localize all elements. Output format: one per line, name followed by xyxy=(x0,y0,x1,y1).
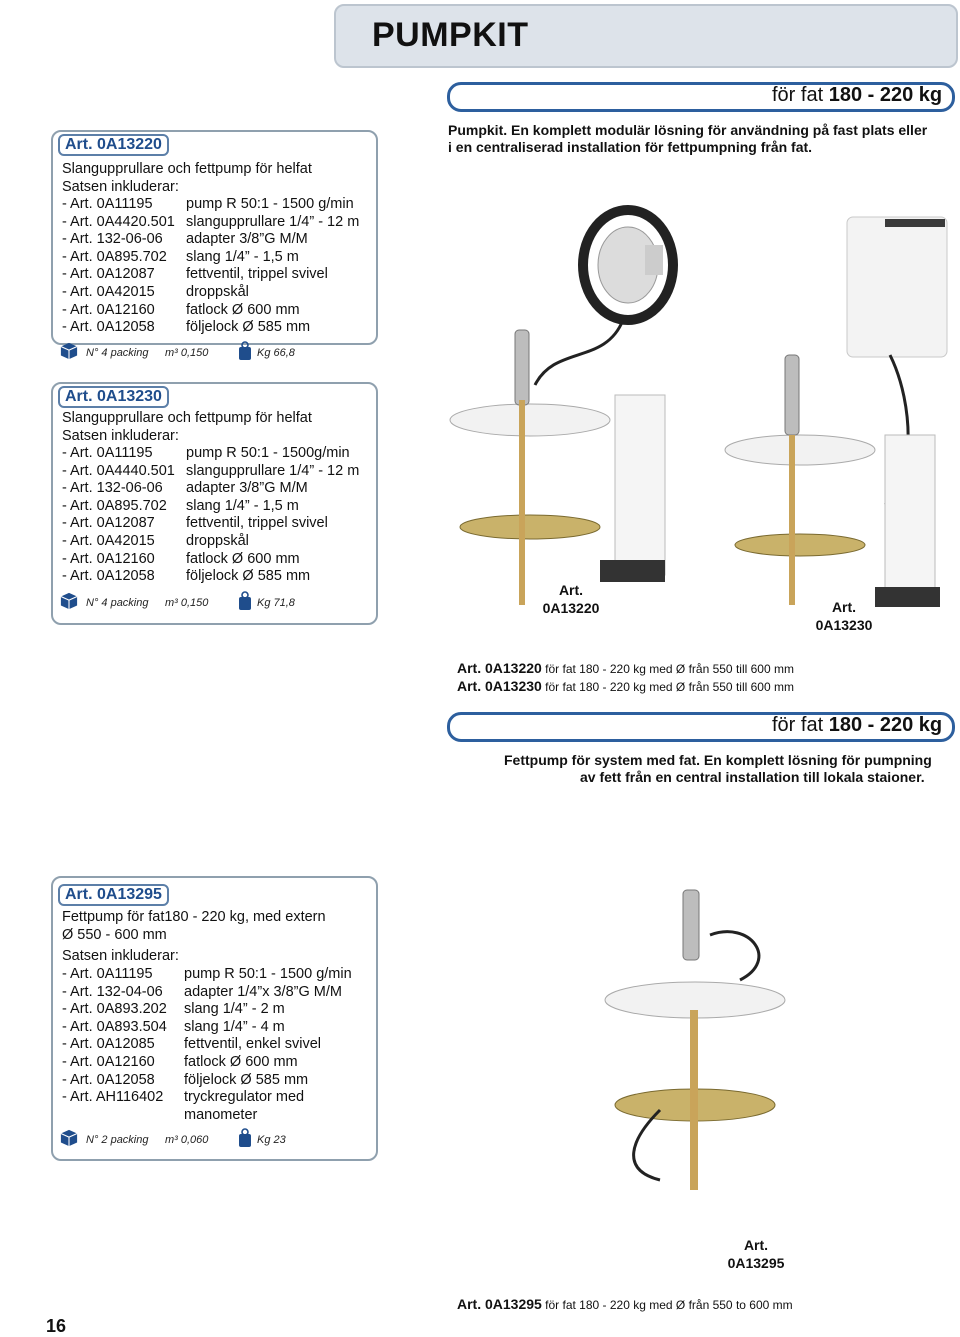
caption-0A13295: Art. 0A13295 för fat 180 - 220 kg med Ø från 550 to 600 mm xyxy=(457,1296,793,1312)
weight-range-text: för fat 180 - 220 kg xyxy=(772,714,943,736)
article-description: Slangupprullare och fettpump för helfat xyxy=(62,161,312,177)
list-item: - Art. 0A12085 fettventil, enkel svivel xyxy=(62,1036,322,1053)
image-label-0A13295: Art. 0A13295 xyxy=(727,1237,785,1271)
article-number: Art. 0A13220 xyxy=(58,134,169,156)
intro2-line-1: Fettpump för system med fat. En komplett lösning för pumpning xyxy=(504,752,932,768)
list-item: - Art. 0A12160 fatlock Ø 600 mm xyxy=(62,1053,298,1070)
list-item: - Art. 0A12058 följelock Ø 585 mm xyxy=(62,1071,309,1088)
weight-range-text: för fat 180 - 220 kg xyxy=(772,84,943,106)
list-item: - Art. 0A42015 droppskål xyxy=(62,532,249,549)
list-item: - Art. 0A12087 fettventil, trippel svivel xyxy=(62,515,328,532)
list-item: - Art. 0A895.702 slang 1/4” - 1,5 m xyxy=(62,248,299,265)
item-list xyxy=(62,966,352,1124)
page-title: PUMPKIT xyxy=(372,16,529,54)
packing-count: N° 4 packing xyxy=(86,347,149,359)
product-image-0A13295 xyxy=(600,880,790,1210)
intro-line-2: i en centraliserad installation för fettpumpning från fat. xyxy=(448,139,813,155)
article-description-2: Ø 550 - 600 mm xyxy=(62,927,167,943)
intro-line-1: Pumpkit. En komplett modulär lösning för användning på fast plats eller xyxy=(448,122,928,138)
list-item: manometer xyxy=(184,1106,258,1123)
weight-icon xyxy=(237,591,253,611)
list-item: - Art. 0A895.702 slang 1/4” - 1,5 m xyxy=(62,497,299,514)
packing-volume: m³ 0,060 xyxy=(165,1134,209,1146)
packing-weight: Kg 71,8 xyxy=(257,597,295,609)
includes-heading: Satsen inkluderar: xyxy=(62,179,179,195)
list-item: - Art. 0A11195 pump R 50:1 - 1500g/min xyxy=(62,445,350,461)
caption-0A13230: Art. 0A13230 för fat 180 - 220 kg med Ø från 550 till 600 mm xyxy=(457,678,794,694)
weight-icon xyxy=(237,341,253,361)
article-description: Fettpump för fat180 - 220 kg, med extern xyxy=(62,909,326,925)
list-item: - Art. 0A12160 fatlock Ø 600 mm xyxy=(62,550,300,567)
cube-icon xyxy=(60,592,78,610)
packing-volume: m³ 0,150 xyxy=(165,597,209,609)
list-item: - Art. 132-06-06 adapter 3/8”G M/M xyxy=(62,480,308,497)
page-number: 16 xyxy=(46,1316,67,1336)
includes-heading: Satsen inkluderar: xyxy=(62,948,179,964)
packing-weight: Kg 66,8 xyxy=(257,347,295,359)
list-item: - Art. 132-06-06 adapter 3/8”G M/M xyxy=(62,231,308,248)
list-item: - Art. 0A11195 pump R 50:1 - 1500 g/min xyxy=(62,196,354,212)
list-item: - Art. AH116402 tryckregulator med xyxy=(62,1089,305,1106)
image-label-0A13230: Art. 0A13230 xyxy=(815,599,873,633)
image-label-0A13220: Art. 0A13220 xyxy=(542,582,600,616)
list-item: - Art. 0A893.202 slang 1/4” - 2 m xyxy=(62,1001,285,1018)
item-list xyxy=(62,445,359,586)
includes-heading: Satsen inkluderar: xyxy=(62,428,179,444)
packing-volume: m³ 0,150 xyxy=(165,347,209,359)
packing-count: N° 4 packing xyxy=(86,597,149,609)
cube-icon xyxy=(60,1129,78,1147)
cube-icon xyxy=(60,342,78,360)
intro2-line-2: av fett från en central installation till lokala staioner. xyxy=(580,769,925,785)
caption-0A13220: Art. 0A13220 för fat 180 - 220 kg med Ø från 550 till 600 mm xyxy=(457,660,794,676)
list-item: - Art. 0A4440.501 slangupprullare 1/4” - 12 m xyxy=(62,462,360,479)
list-item: - Art. 0A12058 följelock Ø 585 mm xyxy=(62,568,311,585)
article-number: Art. 0A13295 xyxy=(58,884,169,906)
item-list xyxy=(62,196,359,337)
list-item: - Art. 0A12160 fatlock Ø 600 mm xyxy=(62,301,300,318)
list-item: - Art. 0A893.504 slang 1/4” - 4 m xyxy=(62,1018,285,1035)
list-item: - Art. 132-04-06 adapter 1/4”x 3/8”G M/M xyxy=(62,983,342,1000)
list-item: - Art. 0A12058 följelock Ø 585 mm xyxy=(62,319,311,336)
list-item: - Art. 0A11195 pump R 50:1 - 1500 g/min xyxy=(62,966,352,982)
list-item: - Art. 0A12087 fettventil, trippel svivel xyxy=(62,266,328,283)
article-description: Slangupprullare och fettpump för helfat xyxy=(62,410,312,426)
weight-icon xyxy=(237,1128,253,1148)
list-item: - Art. 0A4420.501 slangupprullare 1/4” - 12 m xyxy=(62,213,360,230)
packing-weight: Kg 23 xyxy=(257,1134,286,1146)
article-number: Art. 0A13230 xyxy=(58,386,169,408)
list-item: - Art. 0A42015 droppskål xyxy=(62,283,249,300)
packing-count: N° 2 packing xyxy=(86,1134,149,1146)
product-image-pumpkits xyxy=(445,205,960,635)
